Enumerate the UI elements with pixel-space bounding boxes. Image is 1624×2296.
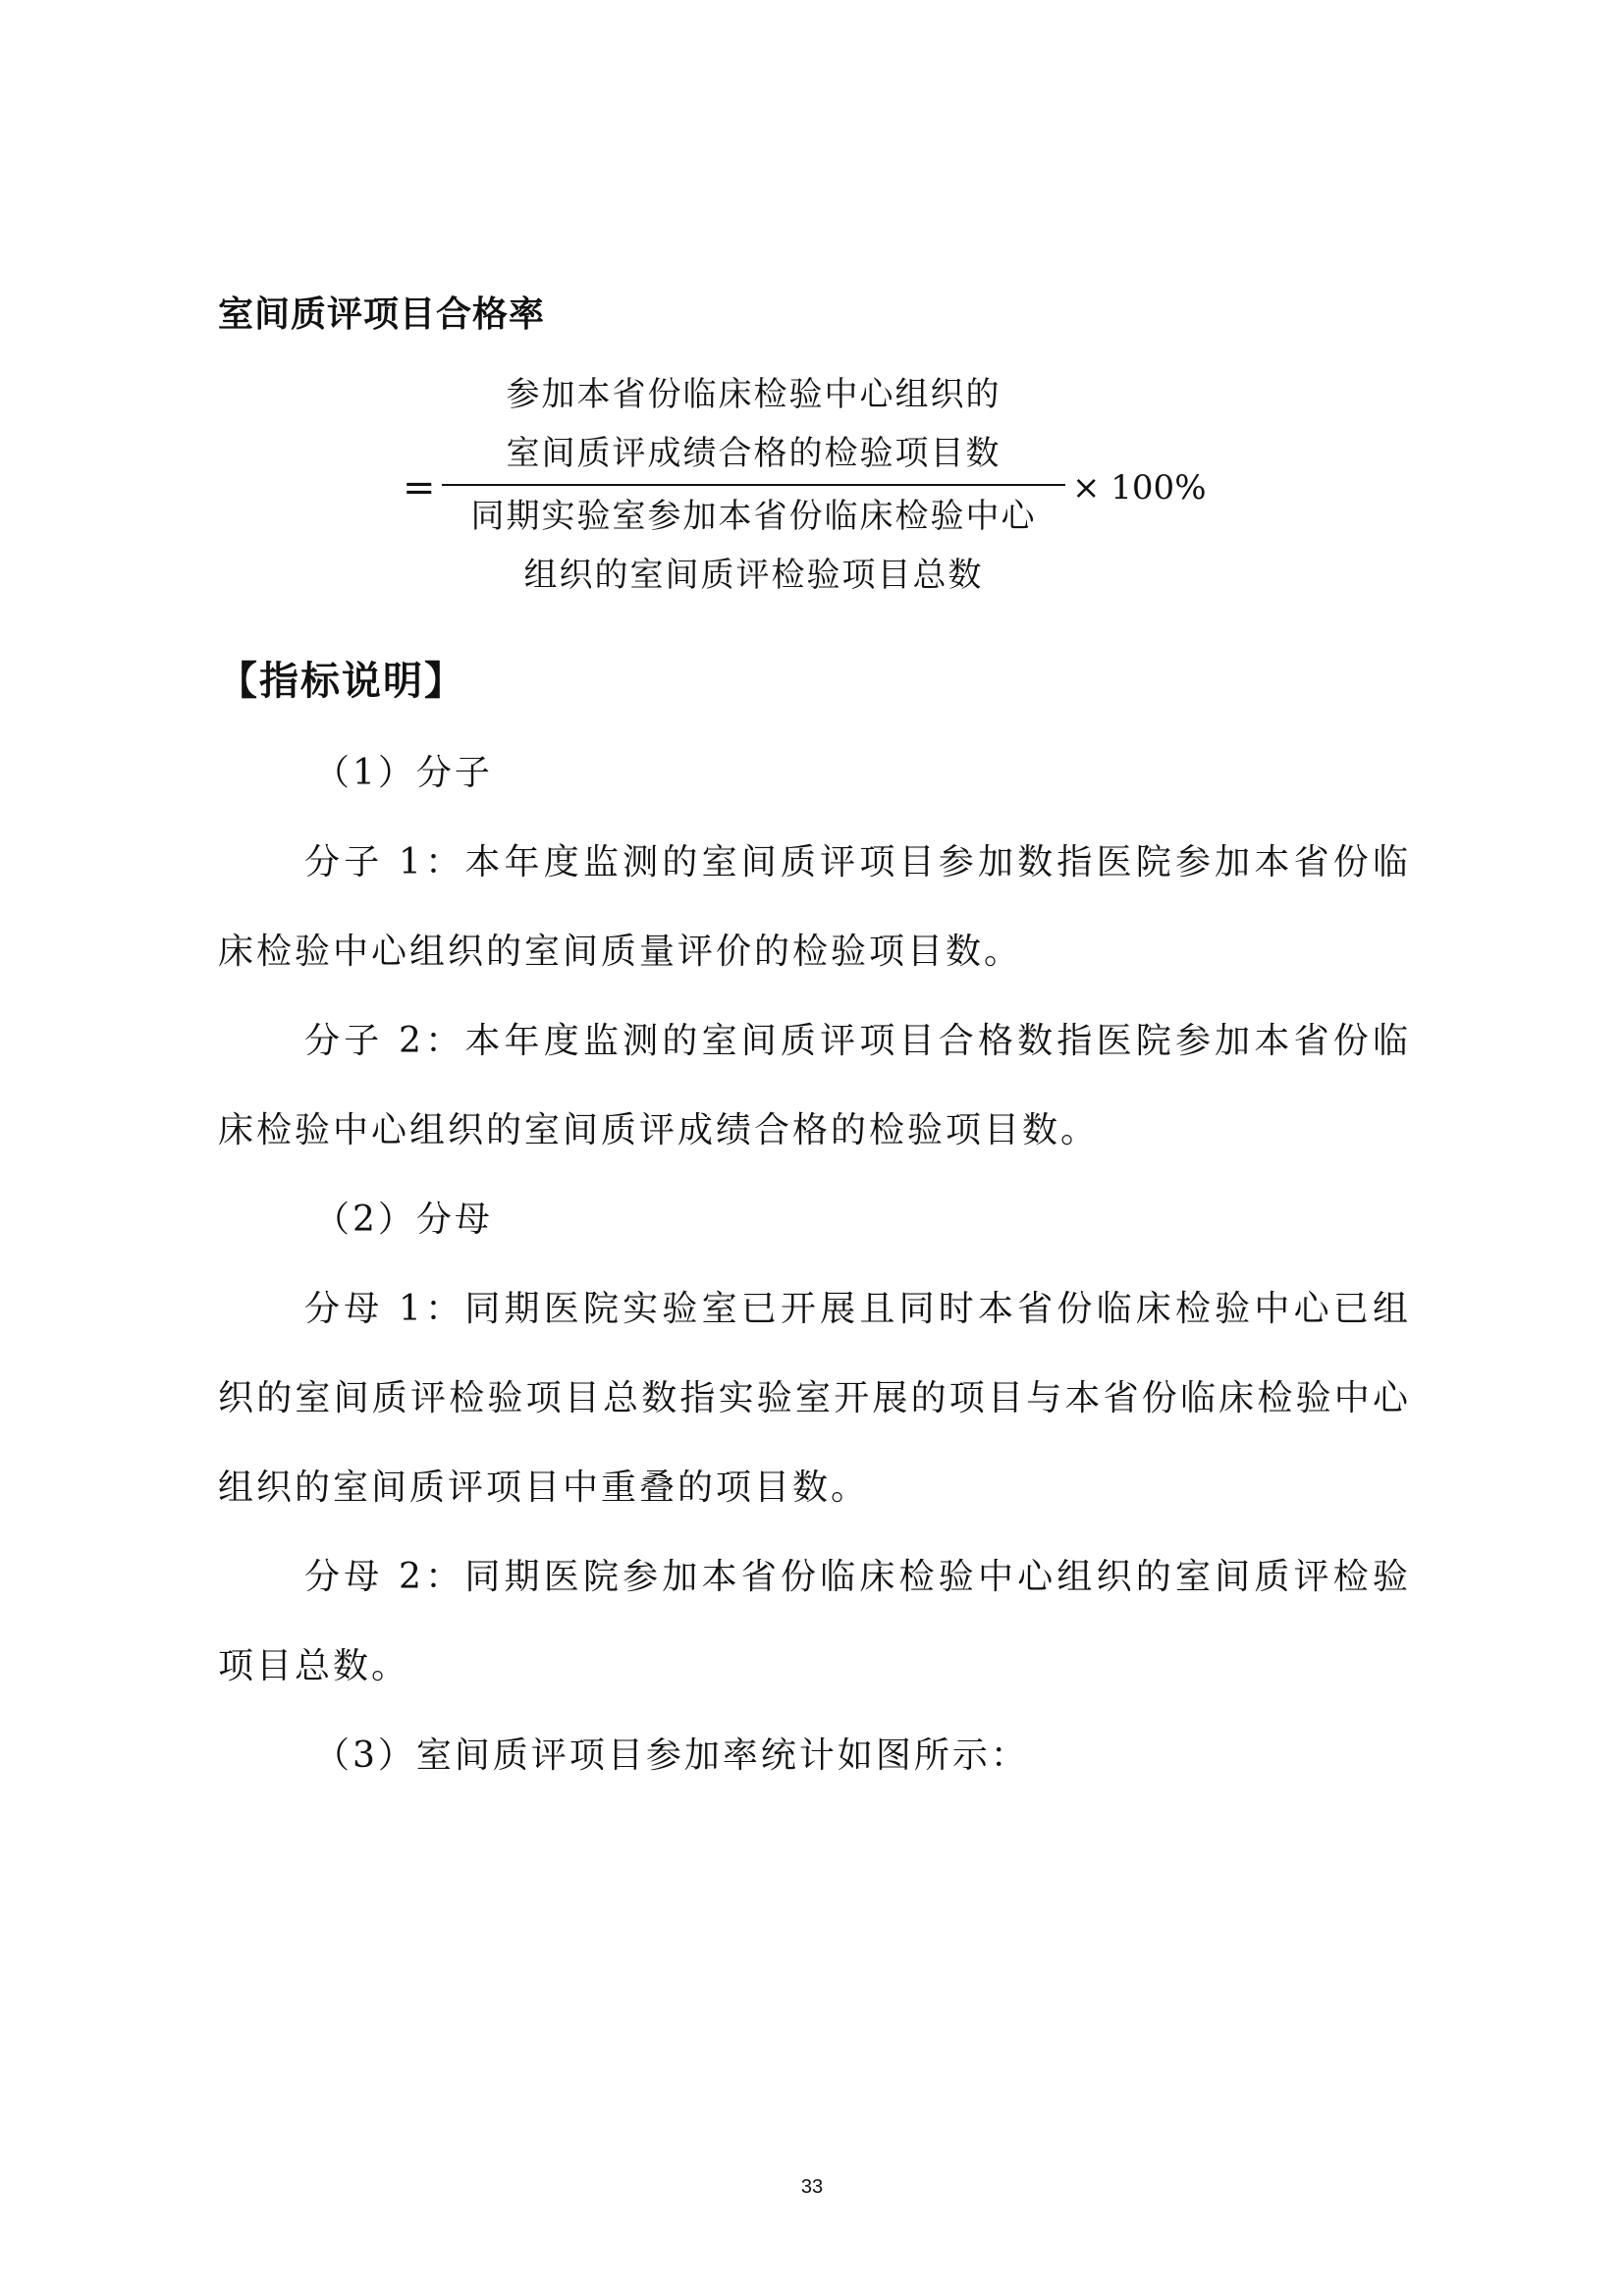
fraction-bar [442, 484, 1065, 486]
formula-fraction [442, 365, 1065, 605]
paragraph-numerator-1: 分子 1：本年度监测的室间质评项目参加数指医院参加本省份临床检验中心组织的室间质量评价的检验项目数。 [218, 842, 1411, 972]
paragraph-statistics-note: （3）室间质评项目参加率统计如图所示： [314, 1735, 1029, 1776]
paragraph-denominator-2: 分母 2：同期医院参加本省份临床检验中心组织的室间质评检验项目总数。 [218, 1557, 1411, 1686]
numerator-line-1: 参加本省份临床检验中心组织的 [506, 375, 1001, 414]
denominator-line-2: 组织的室间质评检验项目总数 [523, 556, 984, 595]
paragraph-denominator-1: 分母 1：同期医院实验室已开展且同时本省份临床检验中心已组织的室间质评检验项目总数指实验室开展的项目与本省份临床检验中心组织的室间质评项目中重叠的项目数。 [218, 1289, 1411, 1508]
metric-heading: 室间质评项目合格率 [218, 294, 546, 335]
numerator-line-2: 室间质评成绩合格的检验项目数 [506, 434, 1001, 473]
paragraph-numerator-heading: （1）分子 [314, 753, 493, 793]
paragraph-denominator-heading: （2）分母 [314, 1200, 493, 1240]
formula-equals: = [403, 465, 436, 510]
paragraph-numerator-2: 分子 2：本年度监测的室间质评项目合格数指医院参加本省份临床检验中心组织的室间质评成绩合格的检验项目数。 [218, 1021, 1411, 1150]
section-title: 【指标说明】 [218, 659, 465, 704]
formula-multiplier: × 100% [1072, 468, 1207, 507]
denominator-line-1: 同期实验室参加本省份临床检验中心 [470, 497, 1037, 536]
formula [393, 365, 1227, 611]
page-number: 33 [800, 2176, 824, 2198]
